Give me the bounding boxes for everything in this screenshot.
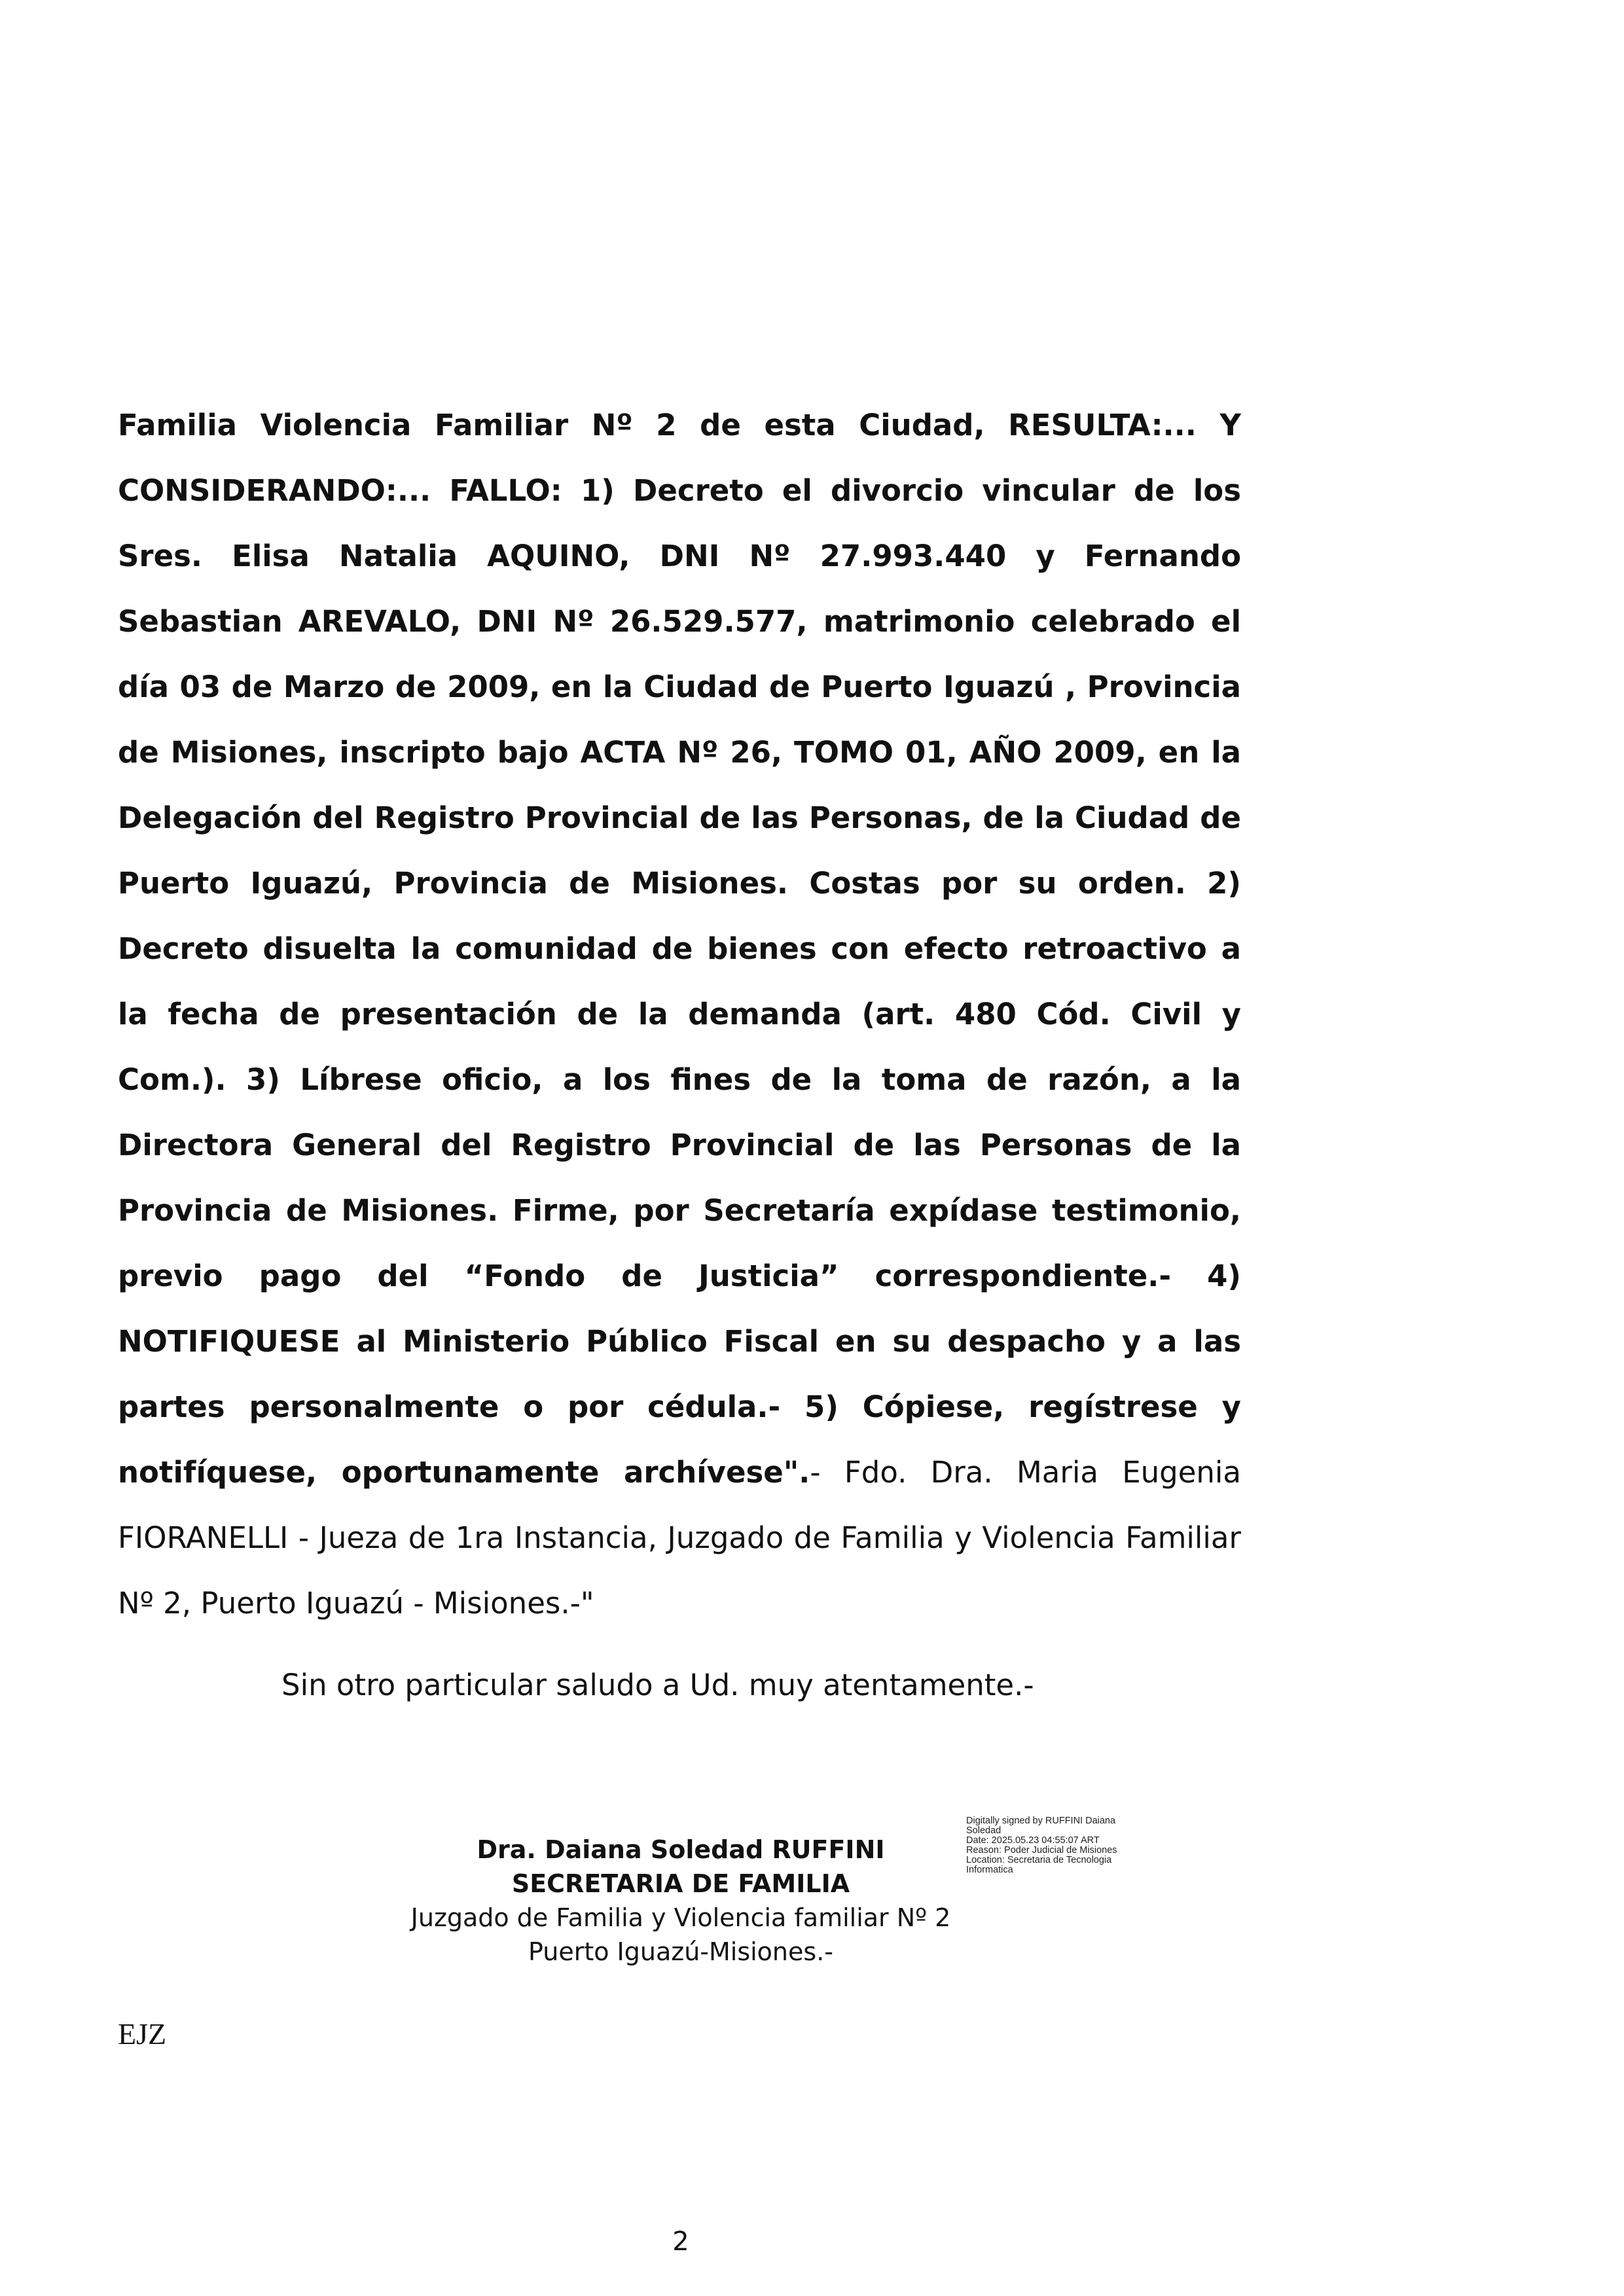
digital-signature-line: Reason: Poder Judicial de Misiones: [966, 1845, 1117, 1856]
resolution-text-bold: Familia Violencia Familiar Nº 2 de esta Ciudad, RESULTA:... Y CONSIDERANDO:... FALLO: 1) Decreto el divorcio vincular de los Sres. Elisa Natalia AQUINO, DNI Nº 27.993.440 y Fernando Sebastian AREVALO, DNI Nº 26.529.577, matrimonio celebrado el día 03 de Marzo de 2009, en la Ciudad de Puerto Iguazú , Provincia de Misiones, inscripto bajo ACTA Nº 26, TOMO 01, AÑO 2009, en la Delegación del Registro Provincial de las Personas, de la Ciudad de Puerto Iguazú, Provincia de Misiones. Costas por su orden. 2) Decreto disuelta la comunidad de bienes con efecto retroactivo a la fecha de presentación de la demanda (art. 480 Cód. Civil y Com.). 3) Líbrese oficio, a los fines de la toma de razón, a la Directora General del Registro Provincial de las Personas de la Provincia de Misiones. Firme, por Secretaría expídase testimonio, previo pago del “Fondo de Justicia” correspondiente.- 4) NOTIFIQUESE al Ministerio Público Fiscal en su despacho y a las partes personalmente o por cédula.- 5) Cópiese, regístrese y notifíquese, oportunamente archívese".: [118, 408, 1241, 1490]
signatory-name: Dra. Daiana Soledad RUFFINI: [477, 1835, 885, 1864]
resolution-paragraph: [118, 393, 1241, 1636]
digital-signature-line: Date: 2025.05.23 04:55:07 ART: [966, 1835, 1100, 1846]
signatory-court: Juzgado de Familia y Violencia familiar Nº 2: [410, 1903, 951, 1932]
page-number: 2: [672, 2227, 689, 2257]
digital-signature-line: Informatica: [966, 1865, 1013, 1875]
closing-salutation: Sin otro particular saludo a Ud. muy atentamente.-: [281, 1668, 1034, 1702]
digital-signature-line: Location: Secretaria de Tecnologia: [966, 1855, 1112, 1865]
author-initials: EJZ: [118, 2017, 167, 2051]
signatory-role: SECRETARIA DE FAMILIA: [511, 1869, 850, 1898]
digital-signature-line: Digitally signed by RUFFINI Daiana: [966, 1816, 1116, 1826]
digital-signature-line: Soledad: [966, 1825, 1001, 1836]
signature-block: [367, 1833, 995, 1969]
digital-signature-stamp: [966, 1816, 1163, 1875]
signatory-location: Puerto Iguazú-Misiones.-: [528, 1937, 833, 1966]
resolution-text-regular: - Fdo. Dra. Maria Eugenia FIORANELLI - Jueza de 1ra Instancia, Juzgado de Familia y Violencia Familiar Nº 2, Puerto Iguazú - Misiones.-": [118, 1455, 1241, 1621]
